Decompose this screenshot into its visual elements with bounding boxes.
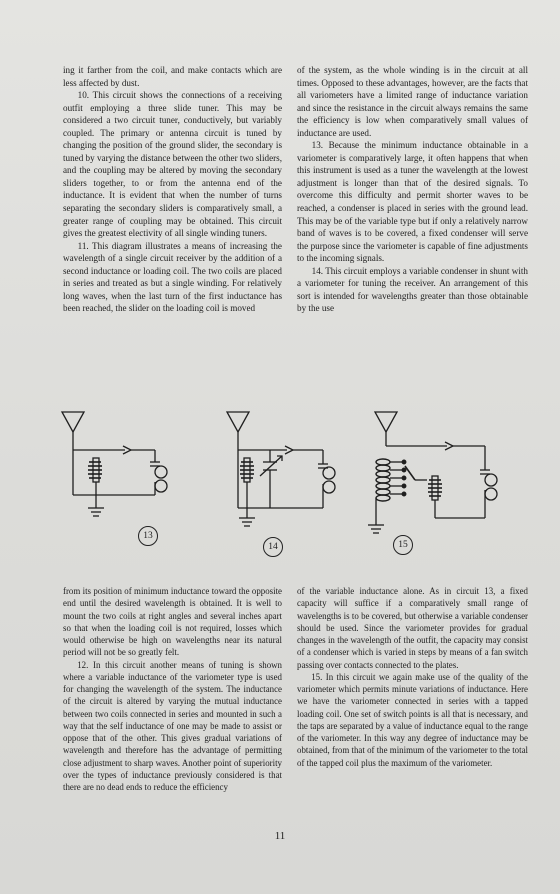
paragraph: 14. This circuit employs a variable condenser in shunt with a variometer for tuning the receiver. An arrangement of this sort is intended for wavelengths greater than those obtainable by the use <box>297 265 528 314</box>
text-column-top-left <box>63 64 282 315</box>
circuit-diagram-13 <box>62 412 167 516</box>
paragraph: of the variable inductance alone. As in circuit 13, a fixed capacity will suffice if a comparatively small range of wavelengths is to be covered, but otherwise a variable condenser should be used. Since the variometer provides for gradual changes in the wavelength of the outfit, the capacity may consist of a condenser which is varied in steps by means of a fan switch passing over contacts connected to the plates. <box>297 586 528 670</box>
circuit-diagram-14 <box>227 412 335 526</box>
circuit-diagrams <box>55 400 525 570</box>
figure-number-15: 15 <box>393 535 413 555</box>
figure-number-14: 14 <box>263 537 283 557</box>
paragraph: 12. In this circuit another means of tuning is shown where a variable inductance of the variometer type is used for changing the wavelength of the system. The inductance of the circuit is altered by varying the mutual inductance between two coils connected in series and mounted in such a way that the self inductance of one may be made to assist or oppose that of the other. This gives gradual variations of wavelength and therefore has the advantage of permitting close adjustment to sharp waves. Another point of superiority over the types of inductance previously considered is that there are no dead ends to reduce the efficiency <box>63 659 282 792</box>
page-number: 11 <box>274 830 286 842</box>
paragraph: 15. In this circuit we again make use of the quality of the variometer which permits minute variations of inductance. Here we have the variometer connected in series with a tapped loading coil. One set of switch points is all that is necessary, and the taps are separated by a value of inductance equal to the range of the variometer. In this way any degree of inductance may be obtained, from that of the minimum of the variometer to the total of the tapped coil plus the maximum of the variometer. <box>297 671 528 768</box>
circuit-diagram-15 <box>368 412 497 533</box>
paragraph: of the system, as the whole winding is in the circuit at all times. Opposed to these advantages, however, are the facts that all variometers have a limited range of inductance variation and since the resistance in the circuit always remains the same the efficiency is low when comparatively small values of inductance are used. <box>297 65 528 138</box>
paragraph: from its position of minimum inductance toward the opposite end until the desired wavelength is obtained. It is well to mount the two coils at right angles and several inches apart so that when the loading coil is not required, losses which would otherwise be high on wavelengths near its natural period will not be so greatly felt. <box>63 586 282 658</box>
figure-number-13: 13 <box>138 526 158 546</box>
text-column-bottom-right <box>297 585 528 769</box>
paragraph: 13. Because the minimum inductance obtainable in a variometer is comparatively large, it often happens that when this instrument is used as a tuner the wavelength at the lowest adjustment is longer than that of the desired signals. To overcome this difficulty and permit shorter waves to be reached, a condenser is placed in series with the ground lead. This may be of the variable type but if only a relatively narrow band of waves is to be covered, a fixed condenser will serve the purpose since the variometer is capable of fine adjustments to the incoming signals. <box>297 140 528 264</box>
text-column-bottom-left <box>63 585 282 793</box>
paragraph: 10. This circuit shows the connections of a receiving outfit employing a three slide tuner. This may be considered a two circuit tuner, conductively, but variably coupled. The primary or antenna circuit is tuned by changing the position of the ground slider, the secondary is tuned by varying the distance between the other two sliders, and the coupling may be altered by moving the secondary sliders together, to or from the antenna end of the inductance. It is evident that when the number of turns separating the secondary sliders is comparatively small, a greater range of coupling may be obtained. This circuit gives the greatest electivity of all single winding tuners. <box>63 90 282 239</box>
text-column-top-right <box>297 64 528 315</box>
circuit-diagrams-svg <box>55 400 525 570</box>
paragraph: 11. This diagram illustrates a means of increasing the wavelength of a single circuit receiver by the addition of a second inductance or loading coil. The two coils are placed in series and treated as but a single winding. For relatively long waves, when the last turn of the first inductance has been reached, the slider on the loading coil is moved <box>63 240 282 314</box>
paragraph: ing it farther from the coil, and make contacts which are less affected by dust. <box>63 65 282 88</box>
